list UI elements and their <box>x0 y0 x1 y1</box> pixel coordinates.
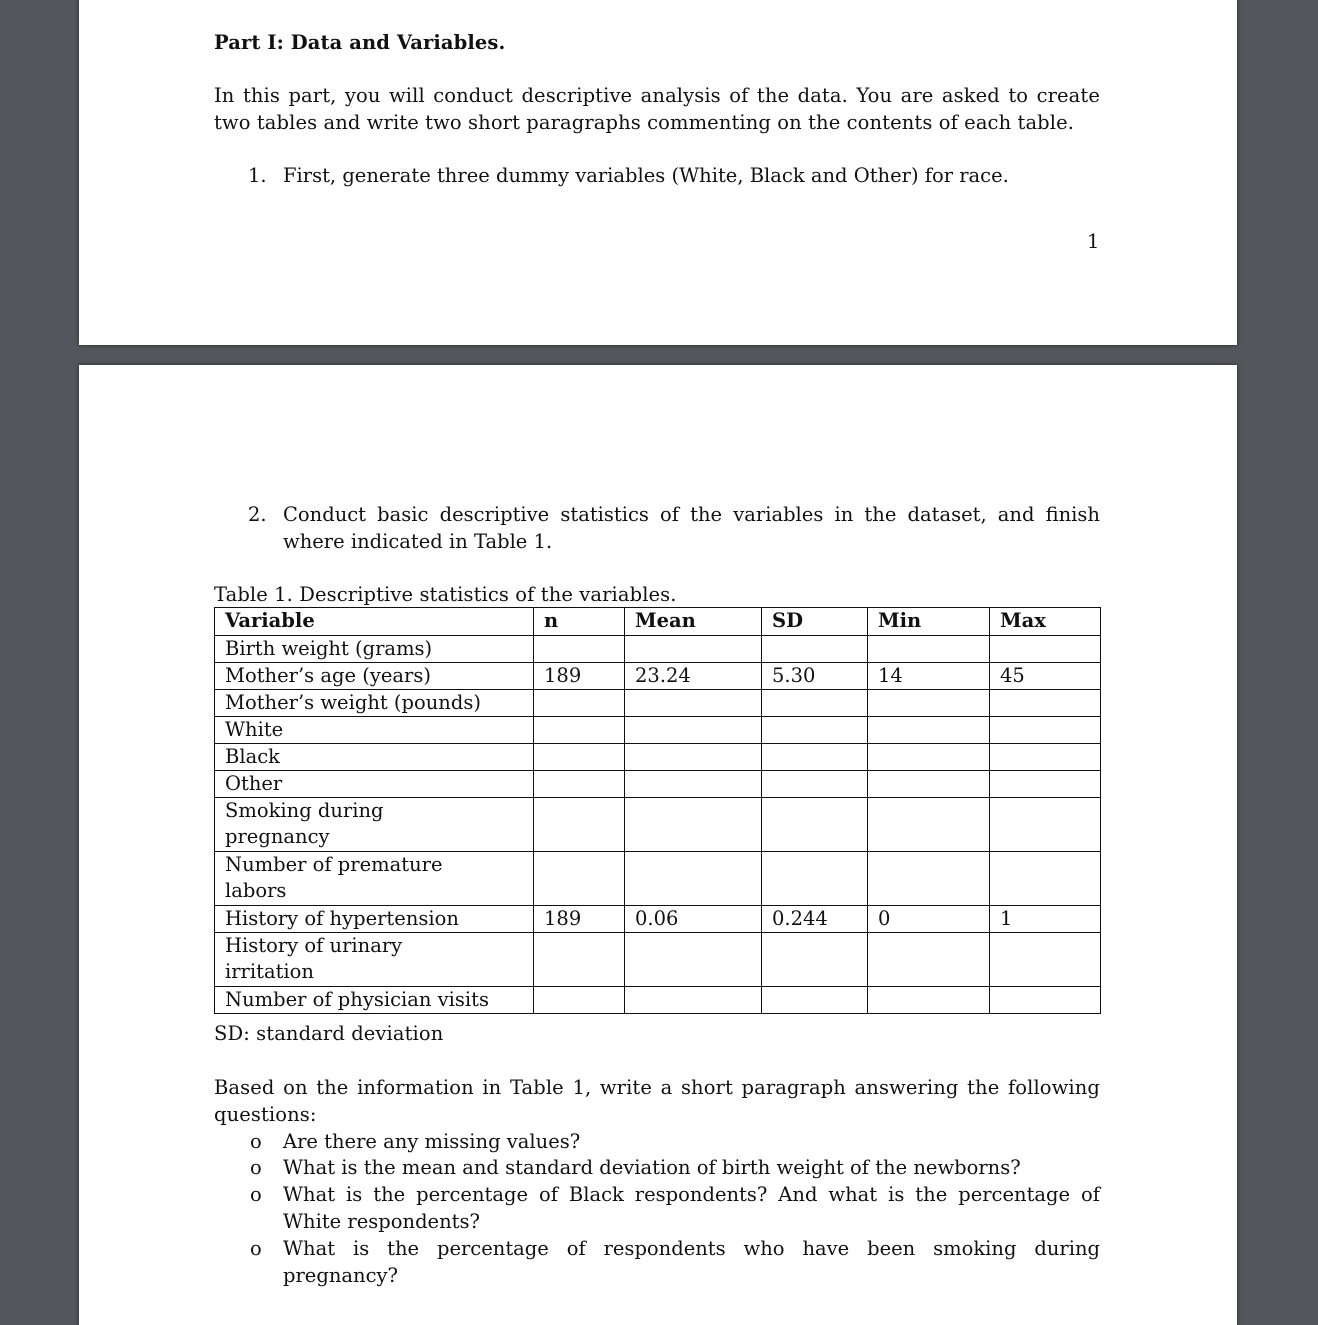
stat-cell <box>868 717 990 744</box>
variable-name-cell: Smoking during pregnancy <box>215 798 534 852</box>
column-header: n <box>534 608 625 636</box>
stat-cell: 0.244 <box>762 906 868 933</box>
stat-cell <box>534 933 625 987</box>
table-row <box>215 906 1101 933</box>
stat-cell: 23.24 <box>625 663 762 690</box>
step2-number: 2. <box>248 503 267 526</box>
stat-cell <box>534 690 625 717</box>
variable-name-cell: Mother’s weight (pounds) <box>215 690 534 717</box>
stat-cell <box>534 798 625 852</box>
stat-cell <box>762 798 868 852</box>
stat-cell <box>762 717 868 744</box>
stat-cell <box>625 771 762 798</box>
stat-cell <box>625 690 762 717</box>
variable-name-cell: Other <box>215 771 534 798</box>
stat-cell <box>990 771 1101 798</box>
bullet-marker: o <box>250 1156 262 1179</box>
table-caption: Table 1. Descriptive statistics of the variables. <box>214 583 677 606</box>
bullet-marker: o <box>250 1237 262 1260</box>
stat-cell <box>990 852 1101 906</box>
stat-cell: 5.30 <box>762 663 868 690</box>
intro-paragraph: In this part, you will conduct descriptive analysis of the data. You are asked to create two tables and write two short paragraphs commenting on the contents of each table. <box>214 84 1100 134</box>
column-header: Min <box>868 608 990 636</box>
stat-cell <box>762 987 868 1014</box>
table-header-row <box>215 608 1101 636</box>
column-header: Max <box>990 608 1101 636</box>
stat-cell <box>762 636 868 663</box>
questions-intro: Based on the information in Table 1, write a short paragraph answering the following questions: <box>214 1076 1100 1126</box>
table-row <box>215 717 1101 744</box>
question-item: What is the mean and standard deviation of birth weight of the newborns? <box>283 1156 1021 1179</box>
bullet-marker: o <box>250 1183 262 1206</box>
step2-text: Conduct basic descriptive statistics of the variables in the dataset, and finish where indicated in Table 1. <box>283 503 1100 553</box>
stat-cell: 0 <box>868 906 990 933</box>
stat-cell <box>762 771 868 798</box>
table-row <box>215 663 1101 690</box>
question-item: What is the percentage of respondents who have been smoking during pregnancy? <box>283 1237 1100 1287</box>
stat-cell <box>534 744 625 771</box>
descriptive-stats-table <box>214 607 1101 1014</box>
table-note: SD: standard deviation <box>214 1022 444 1045</box>
stat-cell <box>990 636 1101 663</box>
column-header: Variable <box>215 608 534 636</box>
table-row <box>215 798 1101 852</box>
stat-cell <box>990 744 1101 771</box>
stat-cell <box>868 852 990 906</box>
stat-cell <box>625 636 762 663</box>
question-item: Are there any missing values? <box>283 1130 581 1153</box>
stat-cell <box>868 933 990 987</box>
variable-name-cell: Number of premature labors <box>215 852 534 906</box>
stat-cell <box>762 690 868 717</box>
stat-cell <box>868 636 990 663</box>
stat-cell <box>534 636 625 663</box>
stat-cell <box>625 798 762 852</box>
stat-cell <box>625 852 762 906</box>
stat-cell <box>990 690 1101 717</box>
stat-cell <box>868 690 990 717</box>
table-row <box>215 744 1101 771</box>
section-heading: Part I: Data and Variables. <box>214 31 506 54</box>
stat-cell: 1 <box>990 906 1101 933</box>
stat-cell <box>868 987 990 1014</box>
stat-cell <box>534 987 625 1014</box>
table-row <box>215 933 1101 987</box>
stat-cell <box>762 933 868 987</box>
stat-cell <box>990 717 1101 744</box>
variable-name-cell: Mother’s age (years) <box>215 663 534 690</box>
column-header: Mean <box>625 608 762 636</box>
stat-cell <box>762 852 868 906</box>
stat-cell: 14 <box>868 663 990 690</box>
page-number: 1 <box>1087 230 1100 253</box>
step1-number: 1. <box>248 164 267 187</box>
table-row <box>215 987 1101 1014</box>
stat-cell: 45 <box>990 663 1101 690</box>
stat-cell <box>868 744 990 771</box>
step1-text: First, generate three dummy variables (White, Black and Other) for race. <box>283 164 1009 187</box>
stat-cell <box>868 798 990 852</box>
stat-cell: 189 <box>534 663 625 690</box>
stat-cell <box>625 744 762 771</box>
stat-cell: 0.06 <box>625 906 762 933</box>
column-header: SD <box>762 608 868 636</box>
stat-cell <box>990 798 1101 852</box>
stat-cell <box>762 744 868 771</box>
table-row <box>215 852 1101 906</box>
stat-cell <box>625 717 762 744</box>
stat-cell <box>868 771 990 798</box>
variable-name-cell: White <box>215 717 534 744</box>
variable-name-cell: Black <box>215 744 534 771</box>
variable-name-cell: History of hypertension <box>215 906 534 933</box>
stat-cell <box>990 987 1101 1014</box>
stat-cell: 189 <box>534 906 625 933</box>
stat-cell <box>534 771 625 798</box>
question-item: What is the percentage of Black respondents? And what is the percentage of White respondents? <box>283 1183 1100 1233</box>
stat-cell <box>534 717 625 744</box>
variable-name-cell: Birth weight (grams) <box>215 636 534 663</box>
stat-cell <box>990 933 1101 987</box>
table-row <box>215 636 1101 663</box>
table-row <box>215 690 1101 717</box>
stat-cell <box>534 852 625 906</box>
bullet-marker: o <box>250 1130 262 1153</box>
variable-name-cell: History of urinary irritation <box>215 933 534 987</box>
stat-cell <box>625 987 762 1014</box>
table-row <box>215 771 1101 798</box>
variable-name-cell: Number of physician visits <box>215 987 534 1014</box>
stat-cell <box>625 933 762 987</box>
